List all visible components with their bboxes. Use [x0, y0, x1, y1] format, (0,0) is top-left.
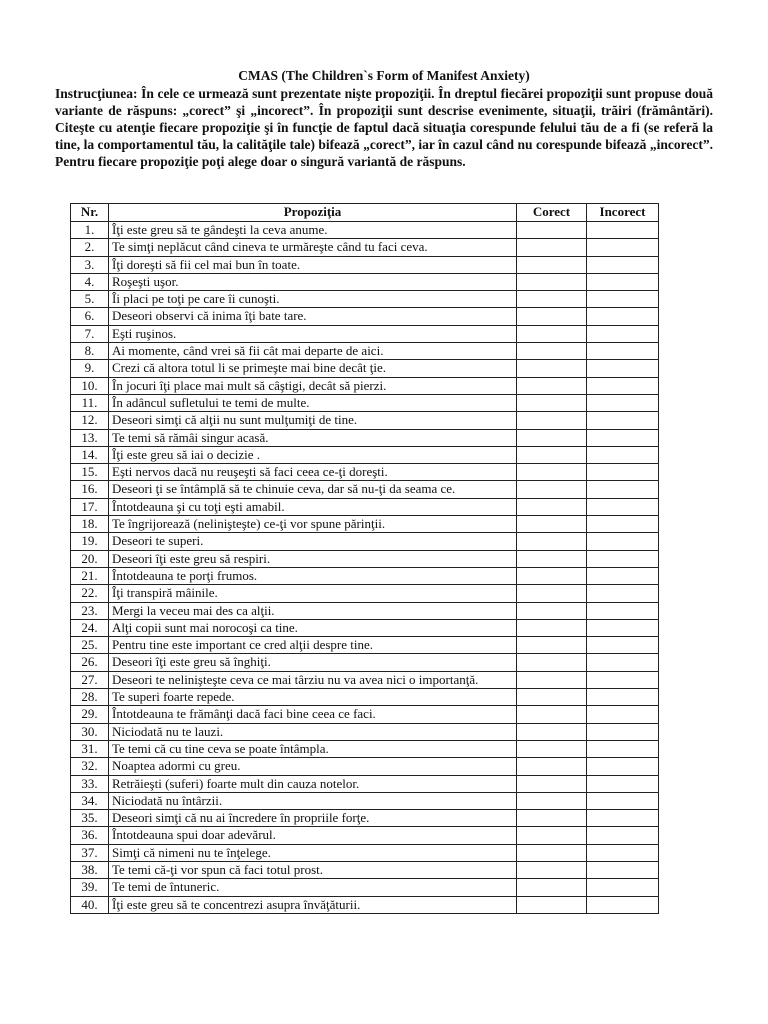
incorect-answer-cell[interactable]: [587, 498, 659, 515]
incorect-answer-cell[interactable]: [587, 637, 659, 654]
row-number: 22.: [71, 585, 109, 602]
corect-answer-cell[interactable]: [517, 291, 587, 308]
table-row: [71, 308, 659, 325]
table-row: [71, 222, 659, 239]
table-row: [71, 706, 659, 723]
table-row: [71, 758, 659, 775]
row-number: 7.: [71, 325, 109, 342]
corect-answer-cell[interactable]: [517, 394, 587, 411]
row-number: 18.: [71, 516, 109, 533]
row-number: 21.: [71, 567, 109, 584]
incorect-answer-cell[interactable]: [587, 671, 659, 688]
row-number: 6.: [71, 308, 109, 325]
incorect-answer-cell[interactable]: [587, 256, 659, 273]
incorect-answer-cell[interactable]: [587, 360, 659, 377]
table-row: [71, 637, 659, 654]
statement-text: Îi placi pe toţi pe care îi cunoşti.: [109, 291, 517, 308]
row-number: 2.: [71, 239, 109, 256]
corect-answer-cell[interactable]: [517, 879, 587, 896]
table-row: [71, 775, 659, 792]
corect-answer-cell[interactable]: [517, 637, 587, 654]
table-row: [71, 481, 659, 498]
row-number: 5.: [71, 291, 109, 308]
header-nr: Nr.: [71, 204, 109, 222]
row-number: 27.: [71, 671, 109, 688]
corect-answer-cell[interactable]: [517, 377, 587, 394]
statement-text: Retrăieşti (suferi) foarte mult din cauza notelor.: [109, 775, 517, 792]
incorect-answer-cell[interactable]: [587, 879, 659, 896]
table-row: [71, 827, 659, 844]
table-row: [71, 792, 659, 809]
corect-answer-cell[interactable]: [517, 481, 587, 498]
table-row: [71, 533, 659, 550]
statement-text: Niciodată nu întârzii.: [109, 792, 517, 809]
table-row: [71, 619, 659, 636]
statement-text: În adâncul sufletului te temi de multe.: [109, 394, 517, 411]
header-corect: Corect: [517, 204, 587, 222]
incorect-answer-cell[interactable]: [587, 827, 659, 844]
incorect-answer-cell[interactable]: [587, 706, 659, 723]
statement-text: Îţi este greu să te gândeşti la ceva anume.: [109, 222, 517, 239]
statement-text: Te simţi neplăcut când cineva te urmăreşte când tu faci ceva.: [109, 239, 517, 256]
incorect-answer-cell[interactable]: [587, 446, 659, 463]
row-number: 4.: [71, 273, 109, 290]
table-row: [71, 464, 659, 481]
incorect-answer-cell[interactable]: [587, 775, 659, 792]
corect-answer-cell[interactable]: [517, 896, 587, 913]
incorect-answer-cell[interactable]: [587, 464, 659, 481]
row-number: 26.: [71, 654, 109, 671]
corect-answer-cell[interactable]: [517, 706, 587, 723]
instructions-paragraph: Instrucţiunea: În cele ce urmează sunt prezentate nişte propoziţii. În dreptul fiecărei propoziţii sunt propuse două variante de răspuns: „corect” şi „incorect”. În propoziţii sunt descrise evenimente, situaţii, trăiri (frământări). Citeşte cu atenţie fiecare propoziţie şi în funcţie de faptul dacă situaţia corespunde felului tău de a fi (se referă la tine, la comportamentul tău, la calităţile tale) bifează „corect”, iar în cazul când nu corespunde bifează „incorect”. Pentru fiecare propoziţie poţi alege doar o singură variantă de răspuns.: [55, 86, 713, 169]
corect-answer-cell[interactable]: [517, 343, 587, 360]
corect-answer-cell[interactable]: [517, 844, 587, 861]
incorect-answer-cell[interactable]: [587, 239, 659, 256]
statement-text: Deseori te nelinişteşte ceva ce mai târziu nu va avea nici o importanţă.: [109, 671, 517, 688]
statement-text: Deseori îţi este greu să respiri.: [109, 550, 517, 567]
corect-answer-cell[interactable]: [517, 723, 587, 740]
row-number: 13.: [71, 429, 109, 446]
row-number: 17.: [71, 498, 109, 515]
corect-answer-cell[interactable]: [517, 533, 587, 550]
row-number: 16.: [71, 481, 109, 498]
header-incorect: Incorect: [587, 204, 659, 222]
incorect-answer-cell[interactable]: [587, 533, 659, 550]
table-row: [71, 671, 659, 688]
table-row: [71, 723, 659, 740]
incorect-answer-cell[interactable]: [587, 792, 659, 809]
questionnaire-table: [70, 203, 659, 914]
corect-answer-cell[interactable]: [517, 827, 587, 844]
statement-text: Deseori ţi se întâmplă să te chinuie ceva, dar să nu-ţi da seama ce.: [109, 481, 517, 498]
row-number: 12.: [71, 412, 109, 429]
statement-text: Alţi copii sunt mai norocoşi ca tine.: [109, 619, 517, 636]
statement-text: Roşeşti uşor.: [109, 273, 517, 290]
corect-answer-cell[interactable]: [517, 325, 587, 342]
incorect-answer-cell[interactable]: [587, 689, 659, 706]
statement-text: Întotdeauna te porţi frumos.: [109, 567, 517, 584]
row-number: 24.: [71, 619, 109, 636]
statement-text: Mergi la veceu mai des ca alţii.: [109, 602, 517, 619]
row-number: 10.: [71, 377, 109, 394]
table-row: [71, 239, 659, 256]
incorect-answer-cell[interactable]: [587, 567, 659, 584]
corect-answer-cell[interactable]: [517, 308, 587, 325]
row-number: 31.: [71, 740, 109, 757]
document-title: CMAS (The Children`s Form of Manifest Anxiety): [238, 68, 530, 83]
table-row: [71, 602, 659, 619]
incorect-answer-cell[interactable]: [587, 602, 659, 619]
incorect-answer-cell[interactable]: [587, 481, 659, 498]
incorect-answer-cell[interactable]: [587, 619, 659, 636]
incorect-answer-cell[interactable]: [587, 222, 659, 239]
incorect-answer-cell[interactable]: [587, 325, 659, 342]
corect-answer-cell[interactable]: [517, 602, 587, 619]
incorect-answer-cell[interactable]: [587, 810, 659, 827]
corect-answer-cell[interactable]: [517, 446, 587, 463]
row-number: 29.: [71, 706, 109, 723]
row-number: 40.: [71, 896, 109, 913]
row-number: 28.: [71, 689, 109, 706]
corect-answer-cell[interactable]: [517, 273, 587, 290]
row-number: 15.: [71, 464, 109, 481]
corect-answer-cell[interactable]: [517, 429, 587, 446]
statement-text: Niciodată nu te lauzi.: [109, 723, 517, 740]
table-row: [71, 896, 659, 913]
table-row: [71, 498, 659, 515]
corect-answer-cell[interactable]: [517, 671, 587, 688]
corect-answer-cell[interactable]: [517, 222, 587, 239]
statement-text: Crezi că altora totul li se primeşte mai bine decât ţie.: [109, 360, 517, 377]
corect-answer-cell[interactable]: [517, 585, 587, 602]
statement-text: Îţi transpiră mâinile.: [109, 585, 517, 602]
row-number: 35.: [71, 810, 109, 827]
table-row: [71, 844, 659, 861]
statement-text: Deseori îţi este greu să înghiţi.: [109, 654, 517, 671]
row-number: 39.: [71, 879, 109, 896]
statement-text: Pentru tine este important ce cred alţii despre tine.: [109, 637, 517, 654]
table-row: [71, 429, 659, 446]
corect-answer-cell[interactable]: [517, 654, 587, 671]
row-number: 25.: [71, 637, 109, 654]
statement-text: Noaptea adormi cu greu.: [109, 758, 517, 775]
incorect-answer-cell[interactable]: [587, 377, 659, 394]
table-row: [71, 291, 659, 308]
table-row: [71, 256, 659, 273]
table-row: [71, 516, 659, 533]
incorect-answer-cell[interactable]: [587, 429, 659, 446]
incorect-answer-cell[interactable]: [587, 740, 659, 757]
corect-answer-cell[interactable]: [517, 861, 587, 878]
corect-answer-cell[interactable]: [517, 775, 587, 792]
corect-answer-cell[interactable]: [517, 498, 587, 515]
incorect-answer-cell[interactable]: [587, 654, 659, 671]
row-number: 30.: [71, 723, 109, 740]
table-body: [71, 222, 659, 914]
incorect-answer-cell[interactable]: [587, 291, 659, 308]
incorect-answer-cell[interactable]: [587, 516, 659, 533]
corect-answer-cell[interactable]: [517, 567, 587, 584]
row-number: 36.: [71, 827, 109, 844]
table-row: [71, 412, 659, 429]
incorect-answer-cell[interactable]: [587, 861, 659, 878]
table-row: [71, 394, 659, 411]
statement-text: Deseori observi că inima îţi bate tare.: [109, 308, 517, 325]
statement-text: Ai momente, când vrei să fii cât mai departe de aici.: [109, 343, 517, 360]
table-row: [71, 567, 659, 584]
statement-text: Deseori simţi că nu ai încredere în propriile forţe.: [109, 810, 517, 827]
statement-text: Te superi foarte repede.: [109, 689, 517, 706]
row-number: 8.: [71, 343, 109, 360]
statement-text: Eşti nervos dacă nu reuşeşti să faci ceea ce-ţi doreşti.: [109, 464, 517, 481]
table-row: [71, 550, 659, 567]
table-row: [71, 273, 659, 290]
incorect-answer-cell[interactable]: [587, 412, 659, 429]
table-row: [71, 377, 659, 394]
row-number: 32.: [71, 758, 109, 775]
row-number: 23.: [71, 602, 109, 619]
corect-answer-cell[interactable]: [517, 256, 587, 273]
row-number: 9.: [71, 360, 109, 377]
corect-answer-cell[interactable]: [517, 239, 587, 256]
corect-answer-cell[interactable]: [517, 550, 587, 567]
row-number: 19.: [71, 533, 109, 550]
statement-text: Întotdeauna spui doar adevărul.: [109, 827, 517, 844]
row-number: 3.: [71, 256, 109, 273]
corect-answer-cell[interactable]: [517, 360, 587, 377]
table-row: [71, 879, 659, 896]
incorect-answer-cell[interactable]: [587, 308, 659, 325]
statement-text: Îţi este greu să te concentrezi asupra învăţăturii.: [109, 896, 517, 913]
statement-text: Te temi că cu tine ceva se poate întâmpla.: [109, 740, 517, 757]
incorect-answer-cell[interactable]: [587, 343, 659, 360]
table-row: [71, 325, 659, 342]
statement-text: Deseori te superi.: [109, 533, 517, 550]
table-row: [71, 861, 659, 878]
incorect-answer-cell[interactable]: [587, 758, 659, 775]
row-number: 34.: [71, 792, 109, 809]
statement-text: Îţi doreşti să fii cel mai bun în toate.: [109, 256, 517, 273]
table-row: [71, 689, 659, 706]
incorect-answer-cell[interactable]: [587, 394, 659, 411]
header-propozitia: Propoziţia: [109, 204, 517, 222]
corect-answer-cell[interactable]: [517, 740, 587, 757]
statement-text: Te temi de întuneric.: [109, 879, 517, 896]
incorect-answer-cell[interactable]: [587, 896, 659, 913]
corect-answer-cell[interactable]: [517, 464, 587, 481]
statement-text: Te temi să rămâi singur acasă.: [109, 429, 517, 446]
table-row: [71, 740, 659, 757]
incorect-answer-cell[interactable]: [587, 585, 659, 602]
statement-text: Deseori simţi că alţii nu sunt mulţumiţi de tine.: [109, 412, 517, 429]
table-row: [71, 654, 659, 671]
table-header-row: [71, 204, 659, 222]
statement-text: Te temi că-ţi vor spun că faci totul prost.: [109, 861, 517, 878]
corect-answer-cell[interactable]: [517, 619, 587, 636]
incorect-answer-cell[interactable]: [587, 844, 659, 861]
row-number: 33.: [71, 775, 109, 792]
incorect-answer-cell[interactable]: [587, 723, 659, 740]
statement-text: Eşti ruşinos.: [109, 325, 517, 342]
corect-answer-cell[interactable]: [517, 689, 587, 706]
statement-text: Îţi este greu să iai o decizie .: [109, 446, 517, 463]
row-number: 1.: [71, 222, 109, 239]
row-number: 38.: [71, 861, 109, 878]
table-row: [71, 446, 659, 463]
corect-answer-cell[interactable]: [517, 516, 587, 533]
corect-answer-cell[interactable]: [517, 412, 587, 429]
row-number: 37.: [71, 844, 109, 861]
corect-answer-cell[interactable]: [517, 810, 587, 827]
table-row: [71, 360, 659, 377]
row-number: 14.: [71, 446, 109, 463]
table-row: [71, 585, 659, 602]
statement-text: Întotdeauna şi cu toţi eşti amabil.: [109, 498, 517, 515]
corect-answer-cell[interactable]: [517, 792, 587, 809]
incorect-answer-cell[interactable]: [587, 273, 659, 290]
corect-answer-cell[interactable]: [517, 758, 587, 775]
statement-text: Te îngrijorează (nelinişteşte) ce-ţi vor spune părinţii.: [109, 516, 517, 533]
statement-text: Întotdeauna te frămânţi dacă faci bine ceea ce faci.: [109, 706, 517, 723]
statement-text: În jocuri îţi place mai mult să câştigi, decât să pierzi.: [109, 377, 517, 394]
table-row: [71, 810, 659, 827]
incorect-answer-cell[interactable]: [587, 550, 659, 567]
statement-text: Simţi că nimeni nu te înţelege.: [109, 844, 517, 861]
row-number: 20.: [71, 550, 109, 567]
table-row: [71, 343, 659, 360]
row-number: 11.: [71, 394, 109, 411]
